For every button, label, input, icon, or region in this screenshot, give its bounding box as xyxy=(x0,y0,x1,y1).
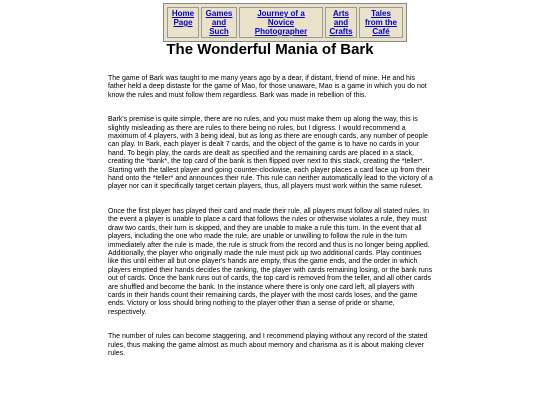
nav-cell-home xyxy=(167,7,199,38)
article-paragraph-4: The number of rules can become staggering, and I recommend playing without any record of the stated rules, thus making the game almost as much about memory and charisma as it is about making clever rules. xyxy=(108,333,428,357)
nav-cell-games xyxy=(201,7,237,38)
nav-link-arts[interactable]: Arts and Crafts xyxy=(329,9,353,36)
article-paragraph-2: Bark's premise is quite simple, there are no rules, and you must make them up along the way, this is slightly misleading as there are rules to there being no rules, but I digress. I would recommend a maximum of 4 players, with 3 being ideal, but as long as there are enough cards, any number of people can play. In Bark, each player is dealt 7 cards, and the object of the game is to have no cards in your hand. To begin play, the cards are dealt as specified and the remaining cards are placed in a stack, creating the *bank*, the top card of the bank is then flipped over next to this stack, creating the *teller*. Starting with the tallest player and going counter-clockwise, each player places a card face up from their hand onto the *teller* and announces their rule. This rule can neither automatically lead to the victory of a player nor can it specifically target certain players, thus, all players must work within the same ruleset. xyxy=(108,116,433,191)
nav-cell-arts xyxy=(325,7,357,38)
nav-cell-cafe xyxy=(359,7,403,38)
nav-cell-photographer xyxy=(239,7,323,38)
article-paragraph-1: The game of Bark was taught to me many years ago by a dear, if distant, friend of mine. He and his father held a deep distaste for the game of Mao, for those unaware, Mao is a game in which you do not know the rules and must follow them regardless. Bark was made in rebellion of this. xyxy=(108,75,427,99)
article-body xyxy=(108,75,433,374)
nav-link-games[interactable]: Games and Such xyxy=(205,9,233,36)
nav-link-cafe[interactable]: Tales from the Café xyxy=(365,9,397,36)
nav-link-photographer[interactable]: Journey of a Novice Photographer xyxy=(254,9,308,36)
article-paragraph-3: Once the first player has played their card and made their rule, all players must follow all stated rules. In the event a player is unable to place a card that follows the rules or otherwise violates a rule, they must draw two cards, their turn is skipped, and they are unable to make a rule this turn. In the event that all players, including the one who made the rule, are unable or unwilling to follow the rule in the turn immediately after the rule is made, the rule is struck from the record and thus is no longer being applied. Additionally, the player who originally made the rule must pick up two additional cards. Play continues like this until either all but one player's hands are empty, thus the game ends, and the order in which players emptied their hands decides the ranking, the player with cards remaining losing, or the bank runs out of cards. Once the bank runs out of cards, the top card is removed from the teller, and all other cards are shuffled and become the bank. In the instance where there is only one card left, all players with cards in their hands count their remaining cards, the player with the most cards loses, and the game ends. Victory or loss should bring nothing to the player other than a sense of pride or shame, respectively. xyxy=(108,207,433,316)
page-title: The Wonderful Mania of Bark xyxy=(166,41,374,58)
top-nav xyxy=(163,3,407,42)
nav-link-home[interactable]: Home Page xyxy=(171,9,195,27)
